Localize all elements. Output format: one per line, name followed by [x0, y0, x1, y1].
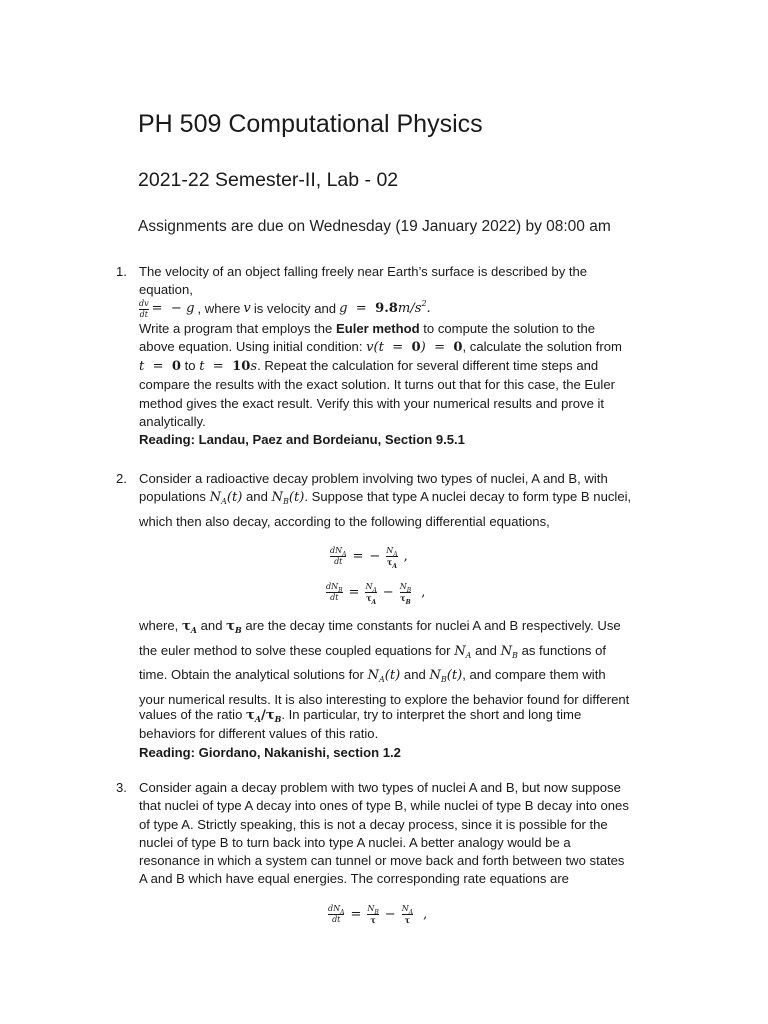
question-number: 2.	[116, 471, 127, 486]
math-NA-t: $N_A(t)$	[209, 490, 243, 507]
text-line: nuclei of type B to turn back into type A nuclei. A better analogy would be a	[139, 834, 571, 850]
text-fragment: values of the ratio	[139, 707, 243, 722]
text-line: method gives the exact result. Verify this with your numerical results and prove it	[139, 395, 605, 411]
text-line: which then also decay, according to the following differential equations,	[139, 513, 550, 529]
fraction-NB-tau: $\frac{N_B}{\tau}$	[367, 904, 379, 925]
equation-dNB-dt	[326, 582, 426, 606]
text-line: your numerical results. It is also interesting to explore the behavior found for different	[139, 691, 630, 707]
math-v: v	[243, 301, 251, 317]
text-line: Consider again a decay problem with two types of nuclei A and B, but now suppose	[139, 780, 621, 795]
minus-sign: −	[369, 549, 381, 564]
text-line: analytically.	[139, 414, 206, 430]
comma: ,	[419, 907, 428, 922]
euler-method-bold: Euler method	[335, 320, 420, 336]
text-line	[139, 320, 659, 338]
fraction-NA-tauA: $\frac{N_A}{\tau_A}$	[365, 582, 377, 606]
comma: ,	[403, 549, 408, 564]
math-equals-minus-g: = − g	[151, 301, 195, 317]
text-fragment: , calculate the solution from	[462, 338, 622, 354]
fraction-dv-dt: $\frac{dv}{dt}$	[139, 299, 149, 320]
question-body	[139, 779, 659, 889]
reading-reference: Reading: Giordano, Nakanishi, section 1.2	[139, 744, 401, 760]
math-t-ten: t = 10s	[199, 359, 258, 375]
text-fragment: where,	[139, 618, 179, 633]
equation-dNA-dt	[330, 546, 408, 570]
question-number: 3.	[116, 780, 127, 795]
fraction-dNB-dt: $\frac{dN_B}{dt}$	[326, 582, 343, 602]
question-body	[139, 470, 659, 531]
page-subtitle: 2021-22 Semester-II, Lab - 02	[138, 169, 399, 191]
math-NB-t: $N_B(t)$	[429, 668, 463, 684]
comma: ,	[417, 585, 426, 600]
text-line: compare the results with the exact solution. It turns out that for this case, the Euler	[139, 377, 615, 393]
fraction-dNA-dt: $\frac{dN_A}{dt}$	[330, 546, 347, 566]
math-tau-ratio: $\tau_A/\tau_B$	[246, 708, 282, 724]
text-fragment: . Suppose that type A nuclei decay to form type B nuclei,	[304, 489, 632, 505]
text-line	[139, 338, 659, 357]
text-line	[139, 663, 659, 688]
question-number: 1.	[116, 264, 127, 279]
text-line: that nuclei of type A decay into ones of type B, while nuclei of type B decay into ones	[139, 798, 629, 814]
math-tauB: $\tau_B$	[226, 619, 242, 635]
text-fragment: and	[200, 618, 223, 633]
text-fragment: Write a program that employs the	[139, 320, 333, 336]
equals-sign: =	[348, 585, 360, 600]
text-fragment: , and compare them with	[462, 667, 606, 682]
fraction-NB-tauB: $\frac{N_B}{\tau_B}$	[399, 582, 412, 606]
fraction-NA-tauA: $\frac{N_A}{\tau_A}$	[386, 546, 398, 570]
text-line: The velocity of an object falling freely near Earth’s surface is described by the	[139, 264, 588, 279]
minus-sign: −	[384, 907, 396, 922]
math-NA: $N_A$	[454, 643, 472, 660]
text-fragment: are the decay time constants for nuclei A and B respectively. Use	[245, 618, 621, 633]
page-title: PH 509 Computational Physics	[138, 110, 483, 138]
text-line: A and B which have equal energies. The corresponding rate equations are	[139, 871, 569, 887]
text-line: Consider a radioactive decay problem involving two types of nuclei, A and B, with	[139, 471, 608, 486]
text-fragment: time. Obtain the analytical solutions for	[139, 667, 364, 682]
text-fragment: populations	[139, 489, 206, 505]
math-NA-t: $N_A(t)$	[367, 668, 401, 684]
text-line	[139, 639, 659, 664]
text-fragment: is velocity and	[253, 301, 337, 317]
question-body	[139, 614, 659, 711]
math-initial-condition: v(t = 0) = 0	[366, 339, 463, 355]
math-t-zero: t = 0	[139, 359, 182, 375]
text-line: behaviors for different values of this ratio.	[139, 726, 379, 742]
text-line	[139, 357, 659, 376]
due-date-notice: Assignments are due on Wednesday (19 January 2022) by 08:00 am	[138, 218, 611, 235]
text-line	[139, 706, 659, 725]
equals-sign: =	[350, 907, 362, 922]
text-fragment: to	[184, 358, 196, 374]
equation-resonance-dNA-dt	[328, 904, 427, 925]
fraction-NA-tau: $\frac{N_A}{\tau}$	[401, 904, 414, 925]
text-fragment: above equation. Using initial condition:	[139, 338, 363, 354]
text-fragment: and	[475, 642, 497, 658]
equation-line	[139, 300, 659, 320]
text-fragment: to compute the solution to the	[423, 320, 596, 336]
question-body	[139, 263, 659, 450]
math-g-value: $g = 9.8m/s^2$.	[339, 299, 431, 317]
reading-reference: Reading: Landau, Paez and Bordeianu, Section 9.5.1	[139, 432, 465, 448]
math-NB-t: $N_B(t)$	[271, 490, 305, 507]
text-fragment: , where	[197, 301, 241, 317]
text-line: equation,	[139, 282, 193, 298]
text-fragment: and	[403, 667, 426, 682]
text-fragment: . Repeat the calculation for several different time steps and	[257, 358, 599, 374]
text-fragment: and	[246, 489, 268, 505]
fraction-dNA-dt: $\frac{dN_A}{dt}$	[328, 904, 345, 924]
text-fragment: as functions of	[521, 642, 607, 658]
text-line: of type A. Strictly speaking, this is not a decay process, since it is possible for the	[139, 816, 608, 832]
minus-sign: −	[382, 585, 394, 600]
text-line: resonance in which a system can tunnel or move back and forth between two states	[139, 853, 625, 869]
text-fragment: the euler method to solve these coupled equations for	[139, 642, 451, 658]
math-NB: $N_B$	[500, 643, 518, 660]
text-fragment: . In particular, try to interpret the short and long time	[281, 707, 582, 722]
text-line	[139, 614, 659, 639]
question-body	[139, 706, 659, 762]
text-line	[139, 488, 659, 507]
math-tauA: $\tau_A$	[181, 619, 197, 635]
equals-sign: =	[352, 549, 364, 564]
